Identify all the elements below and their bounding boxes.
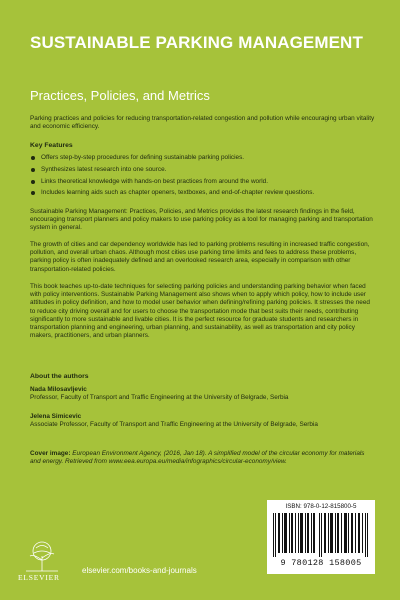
key-feature-text: Offers step-by-step procedures for defining sustainable parking policies. [41,154,245,161]
bullet-icon [31,156,35,160]
publisher-logo-text: ELSEVIER [18,573,60,582]
description-paragraph: Sustainable Parking Management: Practices, Policies, and Metrics provides the latest research findings in the field, encouraging transport planners and policy makers to use parking policy as a tool for managing parking and transportation system in general. [30,208,373,232]
description-paragraph: This book teaches up-to-date techniques for selecting parking policies and understanding parking behavior when faced with policy interventions. Sustainable Parking Management also shows when to apply which policy, how to include user attitudes in policy definition, and how to model user behavior when defining/refining parking policies. It stresses the need to reduce city driving overall and for users to choose the transportation mode that best suits their needs, contributing significantly to more sustainable and livable cities. It is the perfect resource for graduate students and researchers in transportation planning and engineering, urban planning, and sustainability, as well as transportation and city policy makers, practitioners, and urban planners. [30,283,370,340]
barcode-box [267,500,375,574]
list-item [30,166,375,174]
author-name: Jelena Simicevic [30,413,82,420]
publisher-website: elsevier.com/books-and-journals [82,566,197,575]
bullet-icon [31,168,35,172]
cover-image-credit [30,450,375,466]
book-title: SUSTAINABLE PARKING MANAGEMENT [30,33,363,52]
bullet-icon [31,191,35,195]
bullet-icon [31,180,35,184]
author-entry [30,413,375,429]
isbn: ISBN: 978-0-12-815800-5 [285,503,357,510]
key-feature-text: Links theoretical knowledge with hands-on best practices from around the world. [41,177,268,185]
authors-heading: About the authors [30,373,89,380]
book-subtitle: Practices, Policies, and Metrics [30,88,210,103]
cover-image-text: European Environment Agency, (2016, Jan 18). A simplified model of the circular economy for materials and energy. Retrieved from www.eea.europa.eu/media/infographics/circular-economy/view. [30,450,365,466]
author-affiliation: Professor, Faculty of Transport and Traffic Engineering at the University of Belgrade, Serbia [30,394,289,402]
key-features-list [30,154,375,201]
barcode-digits: 9 780128 158005 [280,558,362,568]
elsevier-tree-logo-icon [22,540,62,572]
intro-paragraph: Parking practices and policies for reducing transportation-related congestion and pollution while encouraging urban vitality and economic efficiency. [30,115,375,131]
description-paragraph: The growth of cities and car dependency worldwide has led to parking problems resulting in increased traffic congestion, pollution, and overall urban chaos. Although most cities use parking time limits and fees to address these problems, parking policy is often inadequately defined and an overlooked research area, especially in comparison with other transportation-related policies. [30,241,370,273]
key-features-heading: Key Features [30,142,73,149]
list-item [30,154,375,162]
author-entry [30,386,375,402]
author-affiliation: Associate Professor, Faculty of Transport and Traffic Engineering at the University of Belgrade, Serbia [30,421,318,429]
list-item [30,189,375,197]
barcode-icon [273,513,369,557]
cover-image-label: Cover image: [30,450,71,457]
author-name: Nada Milosavljevic [30,386,87,393]
list-item [30,178,375,186]
key-feature-text: Includes learning aids such as chapter openers, textboxes, and end-of-chapter review questions. [41,189,315,197]
key-feature-text: Synthesizes latest research into one source. [41,165,167,173]
